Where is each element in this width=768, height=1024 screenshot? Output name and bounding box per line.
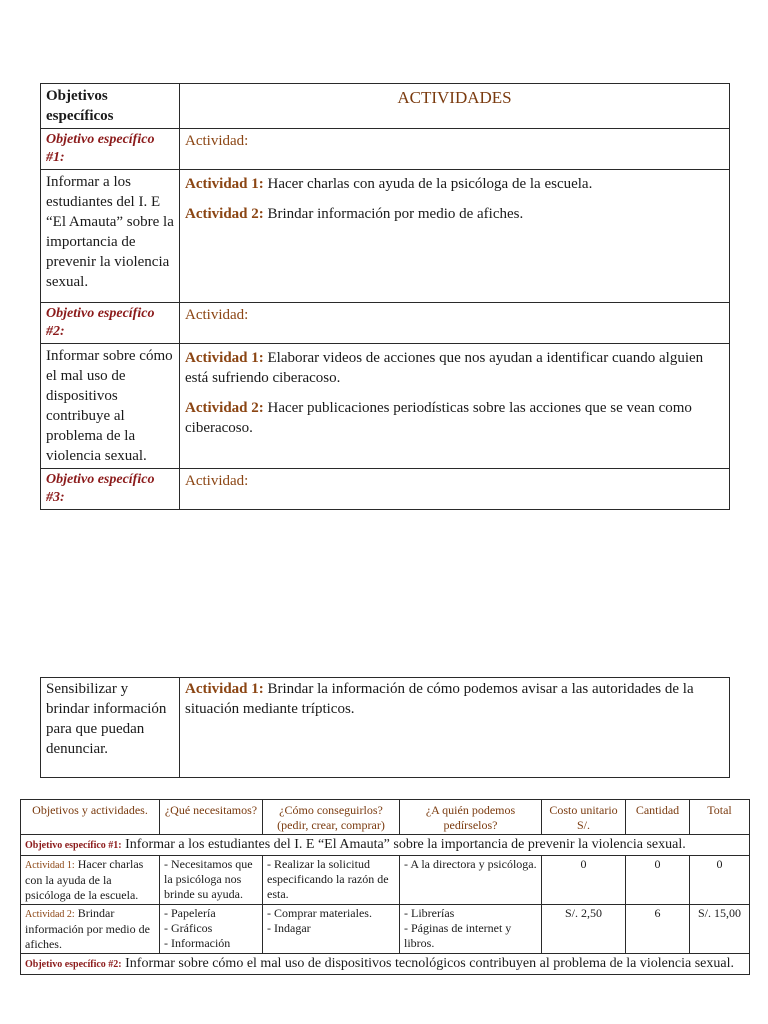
activity-item: Actividad 2: Hacer publicaciones periodísticas sobre las acciones que se vean como ciberacoso.: [185, 400, 692, 436]
resources-table: [20, 799, 750, 975]
header-objetivos: Objetivos y actividades.: [21, 800, 160, 835]
table-row: [21, 856, 750, 905]
objective-label-row: [41, 303, 730, 344]
table-row: [21, 905, 750, 954]
activity-cell: Actividad 2: Brindar información por medio de afiches.: [21, 905, 160, 954]
objective-1-summary: Objetivo específico #1: Informar a los estudiantes del I. E “El Amauta” sobre la importancia de prevenir la violencia sexual.: [21, 835, 750, 856]
objective-3-text: Sensibilizar y brindar información para que puedan denunciar.: [41, 678, 180, 778]
activity-item: Actividad 1: Hacer charlas con ayuda de la psicóloga de la escuela.: [185, 176, 593, 192]
objectives-activities-table: [40, 83, 730, 510]
objective-continuation-table: [40, 677, 730, 778]
objective-row: [41, 678, 730, 778]
table-header-row: [41, 84, 730, 129]
activity-item: Actividad 2: Brindar información por medio de afiches.: [185, 206, 524, 222]
need-cell: - Necesitamos que la psicóloga nos brinde su ayuda.: [160, 856, 263, 905]
quantity-cell: 0: [626, 856, 690, 905]
objective-2-label: Objetivo específico #2:: [41, 303, 180, 344]
total-cell: 0: [690, 856, 750, 905]
objective-3-label: Objetivo específico #3:: [41, 469, 180, 510]
objective-row: [21, 954, 750, 975]
obtain-cell: - Realizar la solicitud especificando la razón de esta.: [263, 856, 400, 905]
resources-header-row: [21, 800, 750, 835]
source-cell: - Librerías - Páginas de internet y libros.: [400, 905, 542, 954]
unit-cost-cell: S/. 2,50: [542, 905, 626, 954]
header-activities: ACTIVIDADES: [180, 84, 730, 129]
objective-row: [41, 170, 730, 303]
unit-cost-cell: 0: [542, 856, 626, 905]
total-cell: S/. 15,00: [690, 905, 750, 954]
activity-cell: Actividad 1: Hacer charlas con la ayuda de la psicóloga de la escuela.: [21, 856, 160, 905]
objective-2-activities: [180, 344, 730, 469]
quantity-cell: 6: [626, 905, 690, 954]
objective-1-label: Objetivo específico #1:: [41, 129, 180, 170]
objective-2-summary: Objetivo específico #2: Informar sobre cómo el mal uso de dispositivos tecnológicos contribuyen al problema de la violencia sexual.: [21, 954, 750, 975]
objective-row: [41, 344, 730, 469]
header-costo: Costo unitario S/.: [542, 800, 626, 835]
need-cell: - Papelería - Gráficos - Información: [160, 905, 263, 954]
objective-label-row: [41, 469, 730, 510]
objective-1-activities: [180, 170, 730, 303]
header-conseguirlos: ¿Cómo conseguirlos? (pedir, crear, comprar): [263, 800, 400, 835]
header-total: Total: [690, 800, 750, 835]
source-cell: - A la directora y psicóloga.: [400, 856, 542, 905]
header-quien: ¿A quién podemos pedírselos?: [400, 800, 542, 835]
obtain-cell: - Comprar materiales. - Indagar: [263, 905, 400, 954]
objective-2-text: Informar sobre cómo el mal uso de dispositivos contribuye al problema de la violencia sexual.: [41, 344, 180, 469]
activity-placeholder: Actividad:: [180, 129, 730, 170]
objective-label-row: [41, 129, 730, 170]
activity-placeholder: Actividad:: [180, 303, 730, 344]
header-objectives: Objetivos específicos: [41, 84, 180, 129]
objective-1-text: Informar a los estudiantes del I. E “El Amauta” sobre la importancia de prevenir la violencia sexual.: [41, 170, 180, 303]
objective-row: [21, 835, 750, 856]
objective-3-activities: Actividad 1: Brindar la información de cómo podemos avisar a las autoridades de la situación mediante trípticos.: [180, 678, 730, 778]
header-necesitamos: ¿Qué necesitamos?: [160, 800, 263, 835]
activity-item: Actividad 1: Elaborar videos de acciones que nos ayudan a identificar cuando alguien está sufriendo ciberacoso.: [185, 350, 704, 386]
activity-placeholder: Actividad:: [180, 469, 730, 510]
header-cantidad: Cantidad: [626, 800, 690, 835]
